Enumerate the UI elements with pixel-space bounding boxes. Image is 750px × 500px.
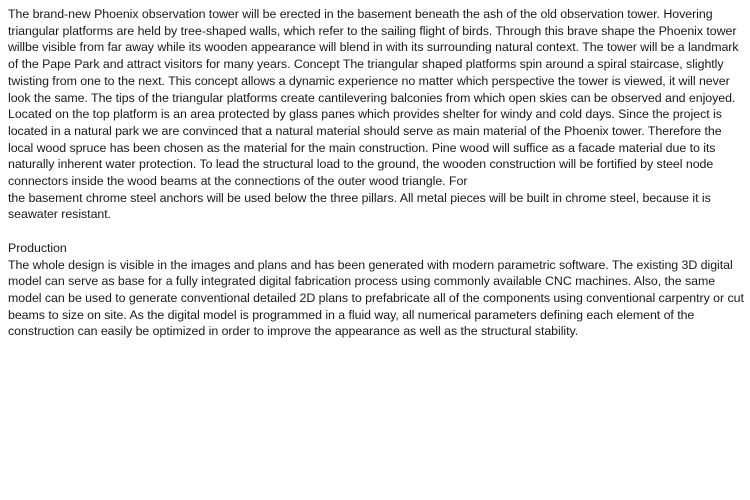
paragraph-basement: the basement chrome steel anchors will be used below the three pillars. All metal pieces will be built in chrome steel, because it is seawater resistant. xyxy=(8,190,711,222)
document-body xyxy=(8,6,748,340)
paragraph-production: The whole design is visible in the images and plans and has been generated with modern parametric software. The existing 3D digital model can serve as base for a fully integrated digital fabrication process using commonly available CNC machines. Also, the same model can be used to generate conventional detailed 2D plans to prefabricate all of the components using conventional carpentry or cut beams to size on site. As the digital model is programmed in a fluid way, all numerical parameters defining each element of the construction can easily be optimized in order to improve the appearance as well as the structural stability. xyxy=(8,257,744,339)
paragraph-intro-concept: The brand-new Phoenix observation tower will be erected in the basement beneath the ash of the old observation tower. Hovering triangular platforms are held by tree-shaped walls, which refer to the sailing flight of birds. Through this brave shape the Phoenix tower willbe visible from far away while its wooden appearance will blend in with its surrounding natural context. The tower will be a landmark of the Pape Park and attract visitors for many years. Concept The triangular shaped platforms spin around a spiral staircase, slightly twisting from one to the next. This concept allows a dynamic experience no matter which perspective the tower is viewed, it will never look the same. The tips of the triangular platforms create cantilevering balconies from which open skies can be observed and enjoyed. Located on the top platform is an area protected by glass panes which provides shelter for windy and cold days. Since the project is located in a natural park we are convinced that a natural material should serve as main material of the Phoenix tower. Therefore the local wood spruce has been chosen as the material for the main construction. Pine wood will suffice as a facade material due to its naturally inherent water protection. To lead the structural load to the ground, the wooden construction will be fortified by steel node connectors inside the wood beams at the connections of the outer wood triangle. For xyxy=(8,7,739,189)
section-heading-production: Production xyxy=(8,240,67,255)
paragraph-spacer xyxy=(8,223,748,240)
